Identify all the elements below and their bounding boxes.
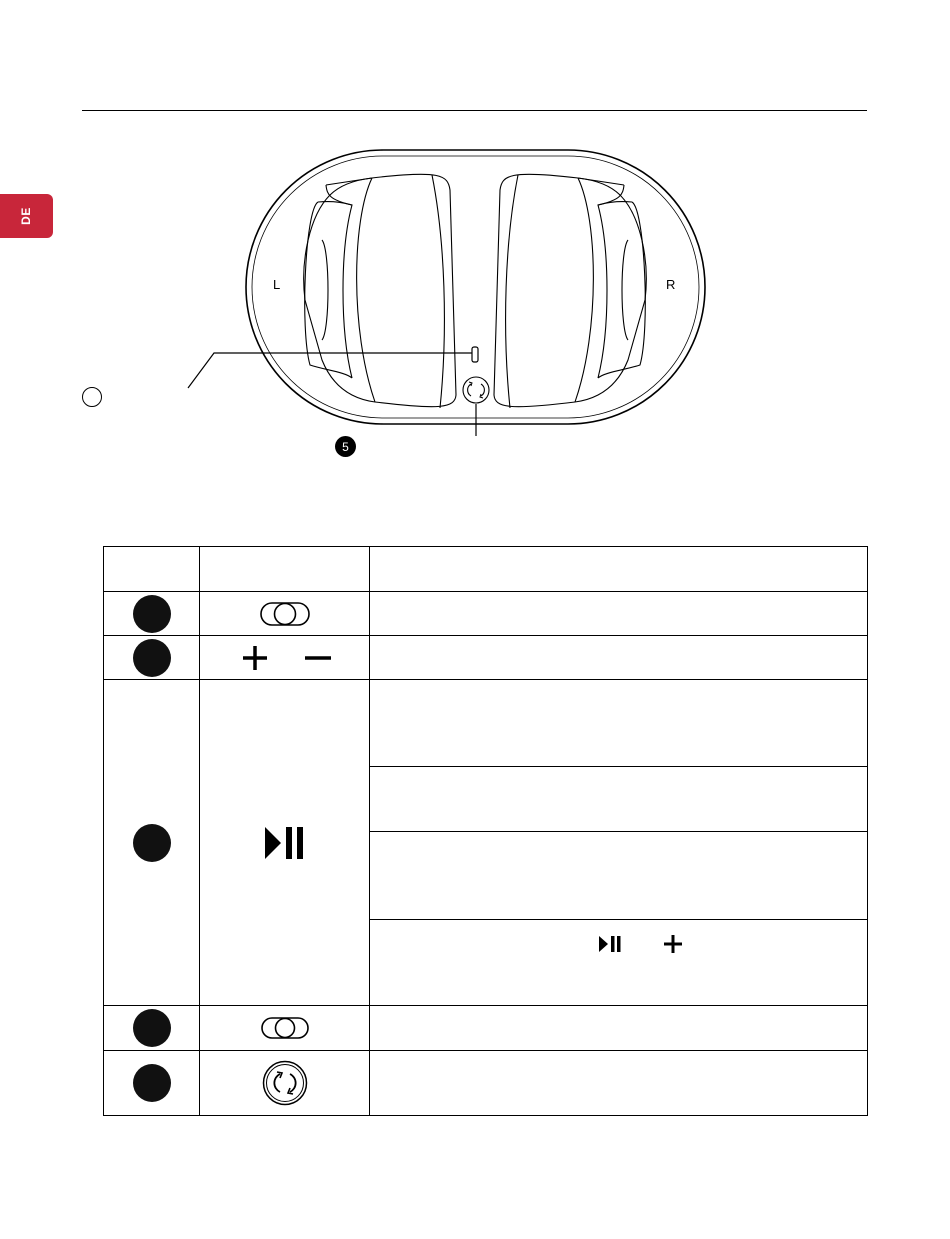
row-description xyxy=(370,1051,868,1116)
right-label: R xyxy=(666,277,676,292)
row-number-bullet xyxy=(133,595,171,633)
header-control xyxy=(200,547,370,592)
toggle-switch-icon xyxy=(260,1014,310,1042)
sync-icon xyxy=(261,1059,309,1107)
table-row xyxy=(104,1006,868,1051)
table-row xyxy=(104,680,868,767)
table-header-row xyxy=(104,547,868,592)
header-number xyxy=(104,547,200,592)
plus-icon xyxy=(663,934,683,954)
language-tab-label: DE xyxy=(19,207,33,225)
table-row xyxy=(104,1051,868,1116)
controls-table xyxy=(103,546,868,1116)
headphones-diagram xyxy=(0,0,950,480)
toggle-switch-icon xyxy=(259,600,311,628)
row-number-bullet xyxy=(133,824,171,862)
plus-minus-icon xyxy=(235,644,335,672)
sync-icon xyxy=(463,377,489,403)
row-description xyxy=(370,832,868,920)
play-pause-icon xyxy=(598,934,622,954)
callout-number: 5 xyxy=(335,436,356,457)
row-number-bullet xyxy=(133,1064,171,1102)
table-row xyxy=(104,636,868,680)
header-function xyxy=(370,547,868,592)
led-indicator xyxy=(472,347,478,362)
left-earcup xyxy=(304,174,456,408)
row-number-bullet xyxy=(133,639,171,677)
right-earcup xyxy=(494,174,646,408)
row-number-bullet xyxy=(133,1009,171,1047)
row-description xyxy=(370,767,868,832)
play-pause-icon xyxy=(263,825,307,861)
row-description xyxy=(370,1006,868,1051)
row-description xyxy=(370,592,868,636)
callout-marker xyxy=(82,387,102,407)
table-row xyxy=(104,592,868,636)
left-label: L xyxy=(273,277,281,292)
row-description xyxy=(370,680,868,767)
row-description xyxy=(370,636,868,680)
